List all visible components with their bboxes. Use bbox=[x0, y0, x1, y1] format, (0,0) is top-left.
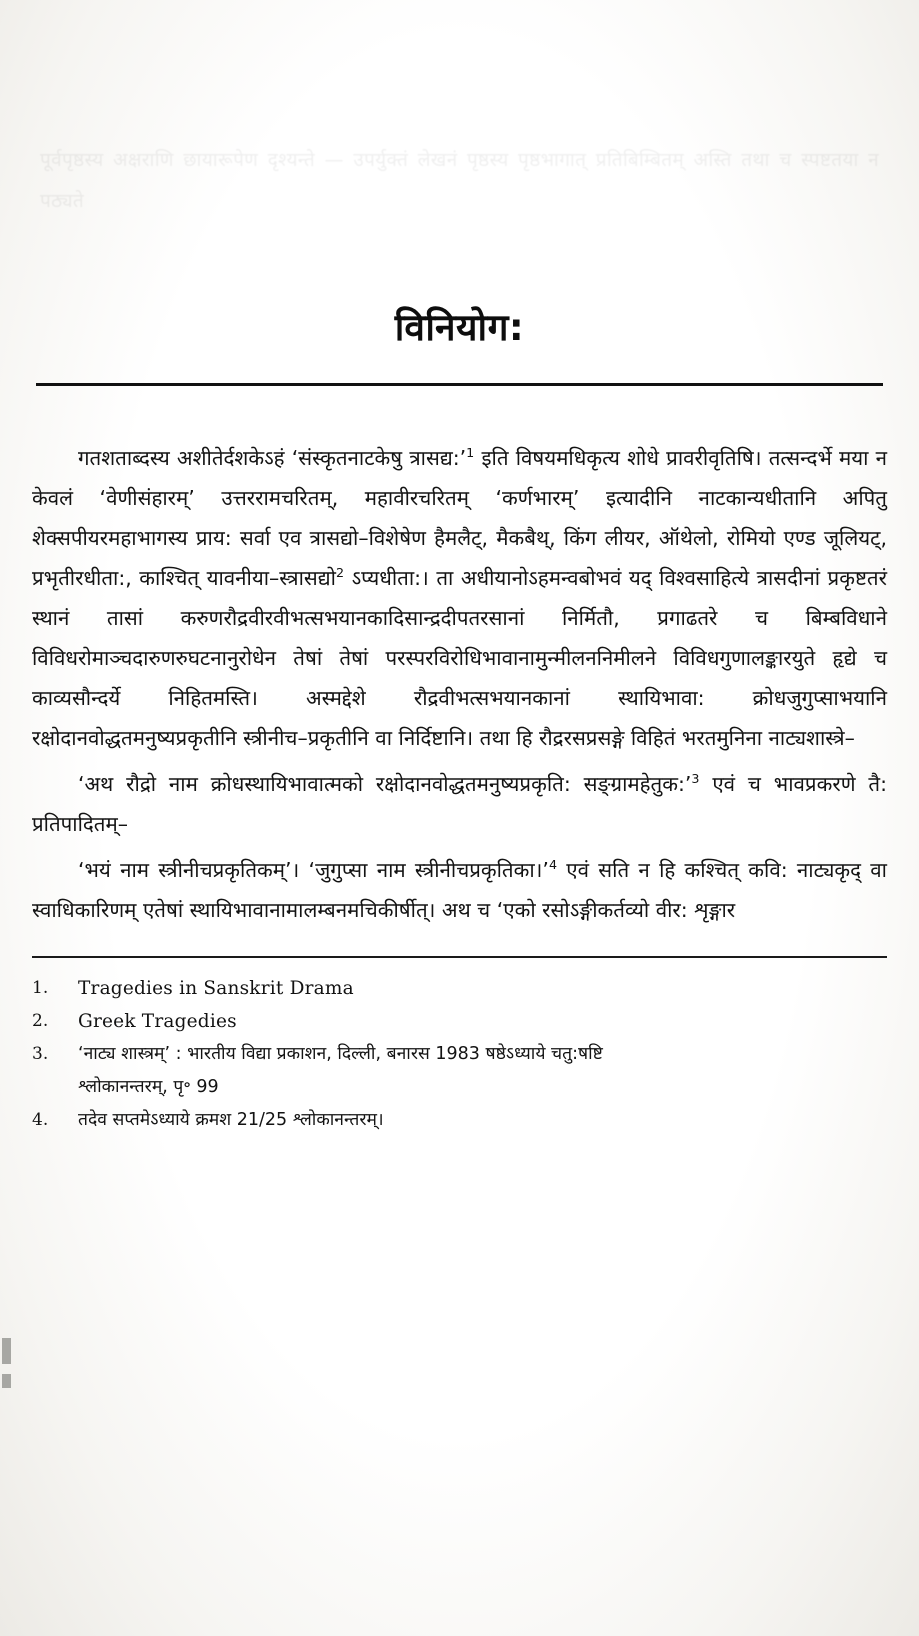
paragraph-3 bbox=[32, 850, 887, 930]
show-through-text: पूर्वपृष्ठस्य अक्षराणि छायारूपेण दृश्यन्ते — उपर्युक्तं लेखनं पृष्ठस्य पृष्ठभागात् प्रतिबिम्बितम् अस्ति तथा च स्पष्टतया न पठ्यते bbox=[40, 149, 886, 212]
paragraph-3-run-1: ‘भयं नाम स्त्रीनीचप्रकृतिकम्’। ‘जुगुप्सा नाम स्त्रीनीचप्रकृतिका।’ bbox=[78, 858, 549, 882]
footnote-text: ‘नाट्य शास्त्रम्’ : भारतीय विद्या प्रकाशन, दिल्ली, बनारस 1983 षष्ठेऽध्याये चतु:षष्टि bbox=[78, 1043, 603, 1064]
page-title: विनियोग: bbox=[394, 306, 525, 349]
footnote-list bbox=[32, 972, 887, 1137]
footnote-item bbox=[32, 1038, 887, 1071]
footnote-item bbox=[32, 1104, 887, 1137]
paragraph-2 bbox=[32, 764, 887, 844]
footnote-text: Tragedies in Sanskrit Drama bbox=[78, 977, 354, 999]
footnote-text: तदेव सप्तमेऽध्याये क्रमश 21/25 श्लोकानन्तरम्। bbox=[78, 1109, 384, 1130]
page-edge-mark bbox=[2, 1338, 11, 1364]
footnote-ref-1: 1 bbox=[466, 445, 475, 461]
footnote-number: 2. bbox=[32, 1010, 49, 1031]
paragraph-2-run-2: एवं च भावप्रकरणे तै: प्रतिपादितम्– bbox=[32, 772, 887, 836]
page-edge-mark bbox=[2, 1374, 11, 1388]
paragraph-2-run-1: ‘अथ रौद्रो नाम क्रोधस्थायिभावात्मको रक्षोदानवोद्धतमनुष्यप्रकृति: सङ्ग्रामहेतुक:’ bbox=[78, 772, 692, 796]
footnote-divider bbox=[32, 956, 887, 958]
footnote-item bbox=[32, 1005, 887, 1038]
paragraph-1-run-1: गतशताब्दस्य अशीतेर्दशकेऽहं ‘संस्कृतनाटकेषु त्रासद्य:’ bbox=[78, 446, 467, 470]
footnote-number: 4. bbox=[32, 1109, 49, 1130]
footnote-number: 3. bbox=[32, 1043, 49, 1064]
title-divider bbox=[36, 383, 883, 386]
body-text bbox=[32, 438, 887, 930]
paragraph-1 bbox=[32, 438, 887, 758]
footnote-ref-3: 3 bbox=[691, 771, 700, 787]
footnote-text: Greek Tragedies bbox=[78, 1010, 237, 1032]
footnote-item bbox=[32, 972, 887, 1005]
footnote-ref-2: 2 bbox=[336, 565, 345, 581]
paragraph-3-run-2: एवं सति न हि कश्चित् कवि: नाट्यकृद् वा स्वाधिकारिणम् एतेषां स्थायिभावानामालम्बनमचिकीर्षीत्। अथ च ‘एको रसोऽङ्गीकर्तव्यो वीर: शृङ्गार bbox=[32, 858, 887, 922]
footnote-ref-4: 4 bbox=[548, 857, 558, 873]
footnote-number: 1. bbox=[32, 977, 49, 998]
paragraph-1-run-3: ऽप्यधीता:। ता अधीयानोऽहमन्वबोभवं यद् विश्वसाहित्ये त्रासदीनां प्रकृष्टतरं स्थानं तासां करुणरौद्रवीरवीभत्सभयानकादिसान्द्रदीपतरसानां निर्मितौ, प्रगाढतरे च बिम्बविधाने विविधरोमाञ्चदारुणरुघटनानुरोधेन तेषां तेषां परस्परविरोधिभावानामुन्मीलननिमीलने विविधगुणालङ्कारयुते हृद्ये च काव्यसौन्दर्ये निहितमस्ति। अस्मद्देशे रौद्रवीभत्सभयानकानां स्थायिभावा: क्रोधजुगुप्साभयानि रक्षोदानवोद्धतमनुष्यप्रकृतीनि स्त्रीनीच–प्रकृतीनि वा निर्दिष्टानि। तथा हि रौद्ररसप्रसङ्गे विहितं भरतमुनिना नाट्यशास्त्रे– bbox=[32, 566, 887, 750]
paragraph-1-run-2: इति विषयमधिकृत्य शोधे प्रावरीवृतिषि। तत्सन्दर्भे मया न केवलं ‘वेणीसंहारम्’ उत्तररामचरितम्, महावीरचरितम् ‘कर्णभारम्’ इत्यादीनि नाटकान्यधीतानि अपितु शेक्सपीयरमहाभागस्य प्राय: सर्वा एव त्रासद्यो–विशेषेण हैमलैट्, मैकबैथ्, किंग लीयर, ऑथेलो, रोमियो एण्ड जूलियट्, प्रभृतीरधीता:, काश्चित् यावनीया–स्त्रासद्यो bbox=[32, 446, 888, 590]
footnote-continuation: श्लोकानन्तरम्, पृ॰ 99 bbox=[78, 1076, 219, 1097]
